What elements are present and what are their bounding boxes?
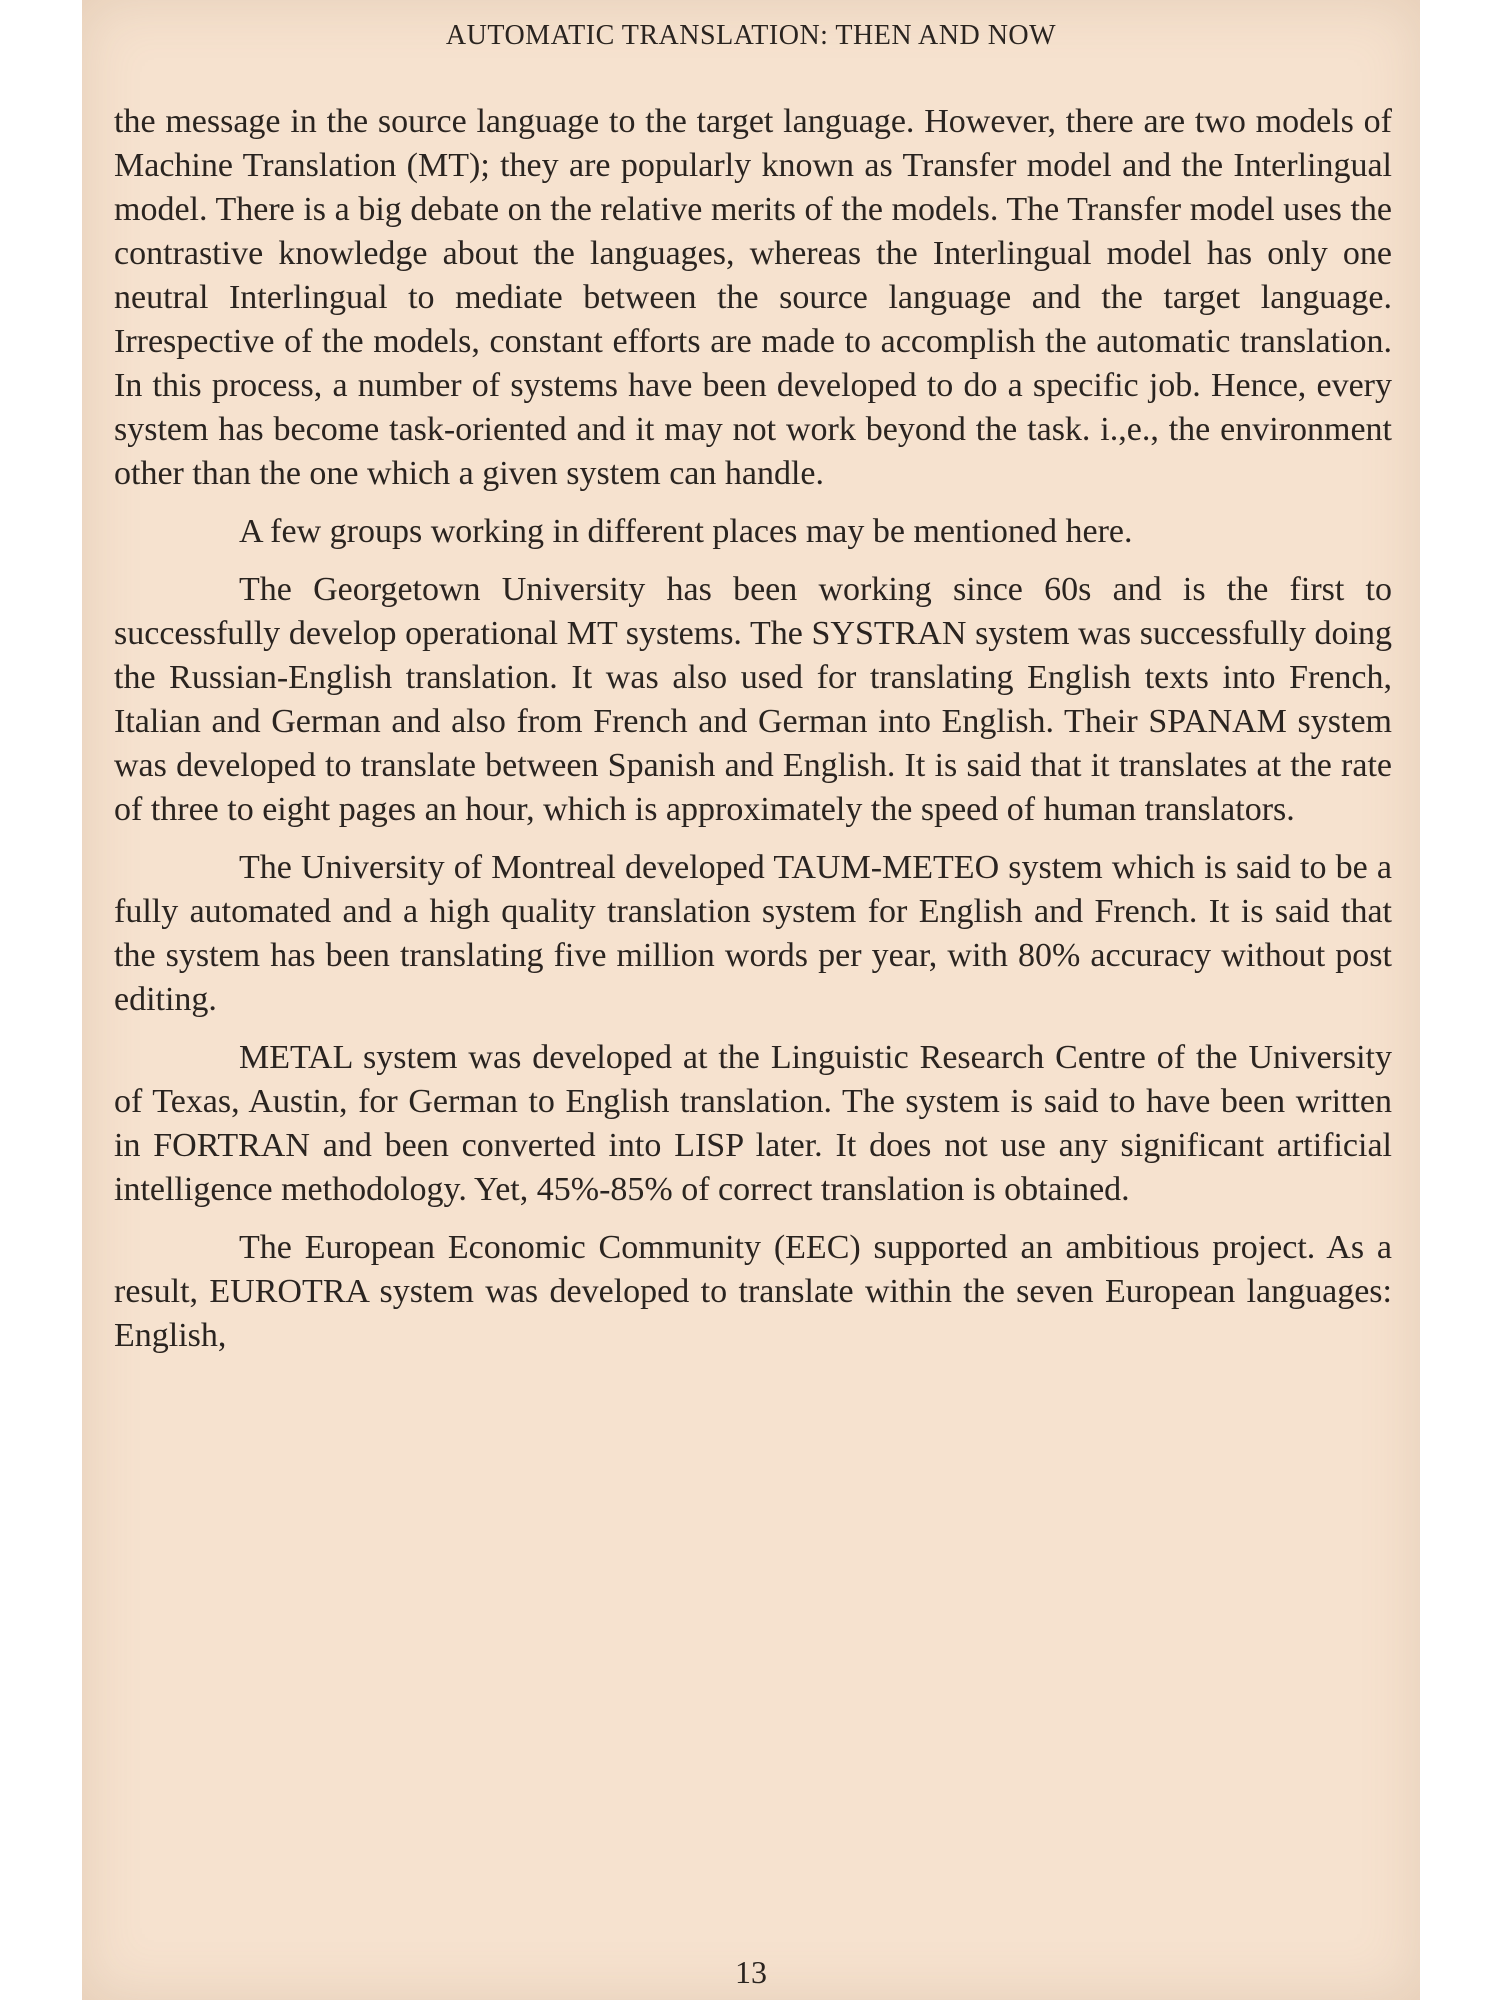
body-text <box>114 100 1392 1372</box>
book-page <box>82 0 1420 2000</box>
paragraph-groups-intro: A few groups working in different places may be mentioned here. <box>239 513 1133 550</box>
paragraph-eurotra: The European Economic Community (EEC) supported an ambitious project. As a result, EUROTRA system was developed to translate within the seven European languages: English, <box>114 1229 1392 1354</box>
paragraph-montreal: The University of Montreal developed TAUM-METEO system which is said to be a fully automated and a high quality translation system for English and French. It is said that the system has been translating five million words per year, with 80% accuracy without post editing. <box>114 849 1392 1018</box>
paragraph-georgetown: The Georgetown University has been working since 60s and is the first to successfully develop operational MT systems. The SYSTRAN system was successfully doing the Russian-English translation. It was also used for translating English texts into French, Italian and German and also from French and German into English. Their SPANAM system was developed to translate between Spanish and English. It is said that it translates at the rate of three to eight pages an hour, which is approximately the speed of human translators. <box>114 571 1392 828</box>
paragraph-metal: METAL system was developed at the Linguistic Research Centre of the University of Texas, Austin, for German to English translation. The system is said to have been written in FORTRAN and been converted into LISP later. It does not use any significant artificial intelligence methodology. Yet, 45%-85% of correct translation is obtained. <box>114 1039 1392 1208</box>
running-head: AUTOMATIC TRANSLATION: THEN AND NOW <box>445 20 1057 51</box>
paragraph-continuation: the message in the source language to the target language. However, there are two models of Machine Translation (MT); they are popularly known as Transfer model and the Interlingual model. There is a big debate on the relative merits of the models. The Transfer model uses the contrastive knowledge about the languages, whereas the Interlingual model has only one neutral Interlingual to mediate between the source language and the target language. Irrespective of the models, constant efforts are made to accomplish the automatic translation. In this process, a number of systems have been developed to do a specific job. Hence, every system has become task-oriented and it may not work beyond the task. i.,e., the environment other than the one which a given system can handle. <box>114 103 1392 492</box>
page-number: 13 <box>735 1954 767 1990</box>
